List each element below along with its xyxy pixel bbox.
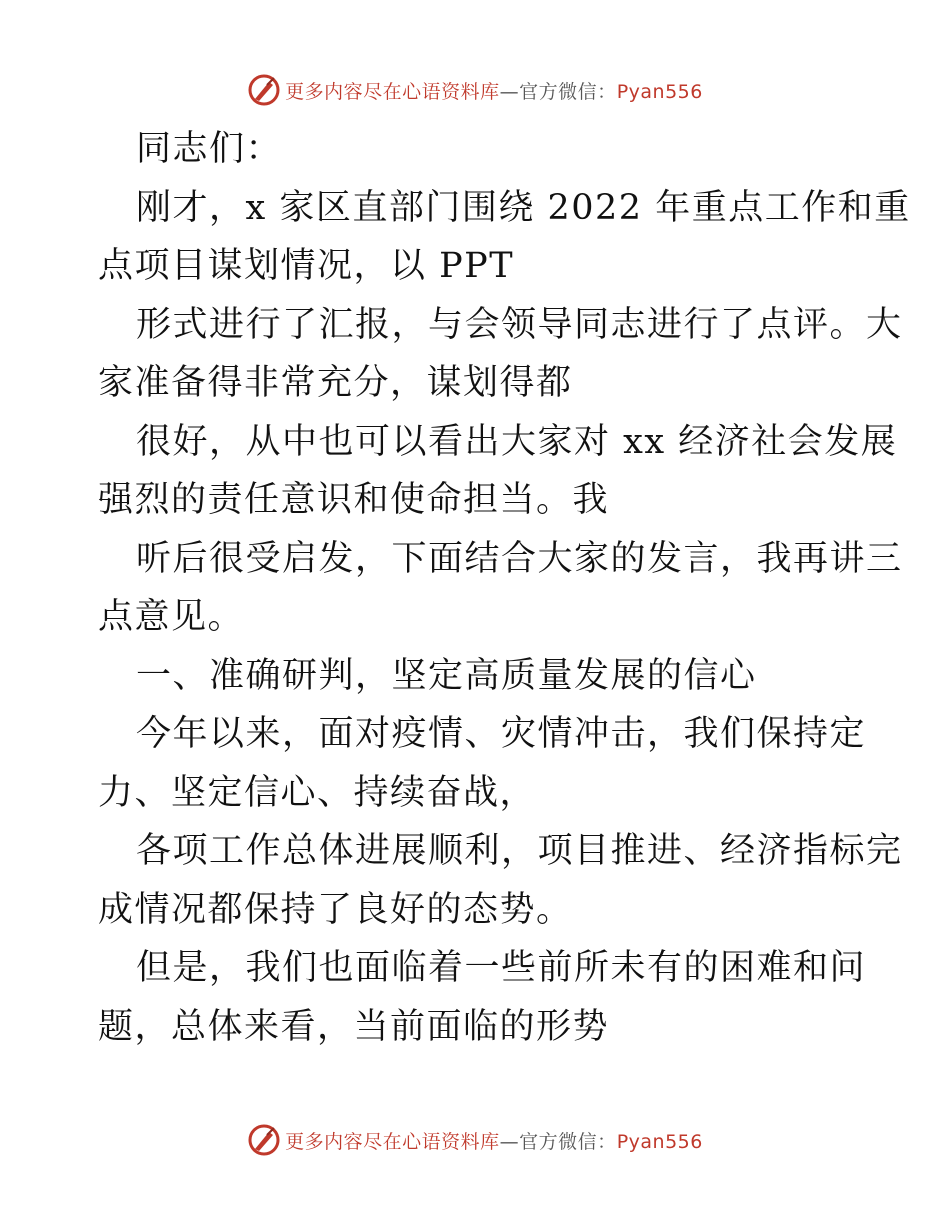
body-line: 刚才，x 家区直部门围绕 2022 年重点工作和重	[136, 187, 911, 228]
watermark-text	[285, 1127, 703, 1154]
watermark-wechat-label: 官方微信：	[519, 1130, 617, 1153]
body-line: 同志们：	[136, 129, 283, 169]
body-line: 点意见。	[98, 597, 245, 637]
watermark-text	[285, 77, 703, 104]
watermark-main: 更多内容尽在心语资料库	[285, 80, 500, 103]
header-watermark	[0, 70, 950, 110]
watermark-dash: —	[499, 80, 520, 103]
body-line: 题，总体来看，当前面临的形势	[98, 1006, 610, 1047]
body-line: 力、坚定信心、持续奋战，	[98, 772, 537, 813]
watermark-dash: —	[499, 1130, 520, 1153]
body-line: 今年以来，面对疫情、灾情冲击，我们保持定	[136, 714, 867, 754]
body-line: 很好，从中也可以看出大家对 xx 经济社会发展	[136, 421, 898, 462]
body-line: 成情况都保持了良好的态势。	[98, 889, 573, 930]
watermark-wechat-label: 官方微信：	[519, 80, 617, 103]
body-line: 强烈的责任意识和使命担当。我	[98, 480, 610, 520]
body-line: 各项工作总体进展顺利，项目推进、经济指标完	[136, 831, 903, 871]
watermark-main: 更多内容尽在心语资料库	[285, 1130, 500, 1153]
body-line: 形式进行了汇报，与会领导同志进行了点评。大	[136, 304, 903, 345]
watermark-wechat-id: Pyan556	[616, 1130, 703, 1153]
body-line: 一、准确研判，坚定高质量发展的信心	[136, 655, 757, 696]
footer-watermark	[0, 1120, 950, 1160]
quill-pen-logo-icon	[247, 73, 281, 107]
watermark-wechat-id: Pyan556	[616, 80, 703, 103]
body-line: 点项目谋划情况，以 PPT	[98, 246, 515, 286]
body-line: 听后很受启发，下面结合大家的发言，我再讲三	[136, 538, 903, 579]
body-line: 家准备得非常充分，谋划得都	[98, 363, 573, 403]
document-body	[98, 120, 911, 1056]
quill-pen-logo-icon	[247, 1123, 281, 1157]
body-line: 但是，我们也面临着一些前所未有的困难和问	[136, 948, 867, 988]
